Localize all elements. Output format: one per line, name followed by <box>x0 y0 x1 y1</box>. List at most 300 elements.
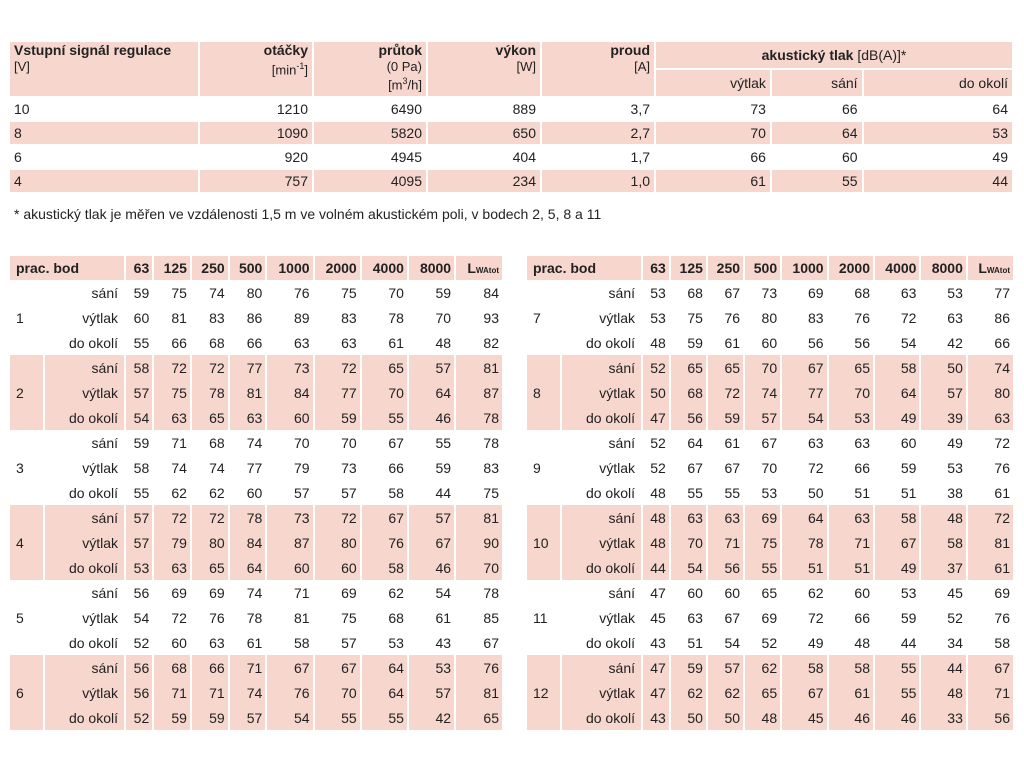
noise-value: 77 <box>246 359 263 376</box>
noise-row <box>527 505 1013 530</box>
cell-power: 404 <box>512 149 536 165</box>
noise-value: 72 <box>900 309 917 326</box>
noise-value: 49 <box>900 409 917 426</box>
noise-value: 72 <box>171 509 187 526</box>
noise-value: 63 <box>209 634 225 651</box>
noise-value: 49 <box>900 559 917 576</box>
noise-value: 81 <box>483 359 499 376</box>
noise-value: 70 <box>388 284 404 301</box>
noise-value: 81 <box>483 509 499 526</box>
noise-value: 87 <box>293 534 310 551</box>
noise-row <box>527 530 1013 555</box>
noise-value: 60 <box>341 559 357 576</box>
noise-row <box>10 630 502 655</box>
noise-value: 65 <box>761 584 778 601</box>
performance-table <box>8 40 1014 194</box>
noise-value: 63 <box>994 409 1010 426</box>
noise-value: 55 <box>133 484 150 501</box>
work-point-number: 2 <box>16 384 24 401</box>
measurement-label: do okolí <box>68 484 118 501</box>
noise-value: 66 <box>246 334 263 351</box>
noise-value: 73 <box>293 359 310 376</box>
noise-value: 74 <box>209 284 225 301</box>
noise-value: 77 <box>341 384 357 401</box>
noise-value: 54 <box>900 334 917 351</box>
noise-row <box>10 680 502 705</box>
noise-row <box>527 605 1013 630</box>
noise-value: 76 <box>483 659 499 676</box>
measurement-label: do okolí <box>68 559 118 576</box>
noise-value: 57 <box>947 384 963 401</box>
header-2000: 2000 <box>325 260 357 276</box>
work-point-number: 7 <box>533 309 541 326</box>
noise-value: 58 <box>854 659 870 676</box>
work-point-number: 8 <box>533 384 541 401</box>
noise-value: 90 <box>483 534 499 551</box>
noise-value: 56 <box>687 409 703 426</box>
header-lwatot: LWAtot <box>978 260 1010 276</box>
noise-value: 57 <box>246 709 263 726</box>
noise-row <box>527 580 1013 605</box>
cell-surround: 64 <box>992 101 1008 117</box>
noise-value: 56 <box>724 559 741 576</box>
noise-row <box>10 580 502 605</box>
noise-value: 70 <box>435 309 452 326</box>
cell-outlet: 66 <box>750 149 766 165</box>
noise-value: 67 <box>900 534 917 551</box>
noise-value: 72 <box>724 384 741 401</box>
cell-flow: 5820 <box>390 125 422 141</box>
noise-value: 63 <box>807 434 824 451</box>
cell-intake: 66 <box>841 101 858 117</box>
noise-value: 42 <box>947 334 963 351</box>
noise-value: 45 <box>807 709 824 726</box>
noise-value: 80 <box>761 309 778 326</box>
noise-value: 63 <box>854 434 870 451</box>
noise-value: 86 <box>994 309 1010 326</box>
noise-value: 63 <box>900 284 917 301</box>
noise-value: 65 <box>761 684 778 701</box>
work-point-number: 1 <box>16 309 24 326</box>
noise-value: 67 <box>435 534 452 551</box>
noise-row <box>527 680 1013 705</box>
noise-value: 66 <box>994 334 1010 351</box>
cell-power: 234 <box>512 173 536 189</box>
noise-value: 64 <box>388 684 404 701</box>
table-header-row <box>10 42 1012 68</box>
noise-value: 70 <box>341 434 357 451</box>
noise-value: 54 <box>807 409 824 426</box>
noise-value: 55 <box>435 434 452 451</box>
noise-value: 69 <box>807 284 824 301</box>
header-work-point: prac. bod <box>16 260 80 276</box>
noise-value: 68 <box>687 284 703 301</box>
noise-table-left <box>8 256 504 730</box>
measurement-label: sání <box>608 284 635 301</box>
noise-value: 68 <box>209 334 225 351</box>
cell-outlet: 73 <box>750 101 766 117</box>
subheader-intake: sání <box>831 75 858 91</box>
noise-value: 72 <box>171 359 187 376</box>
cell-power: 889 <box>512 101 536 117</box>
noise-value: 63 <box>341 334 357 351</box>
noise-value: 60 <box>687 584 703 601</box>
noise-value: 78 <box>388 309 404 326</box>
subheader-outlet: výtlak <box>730 75 766 91</box>
noise-value: 66 <box>388 459 404 476</box>
noise-value: 83 <box>807 309 824 326</box>
noise-value: 59 <box>133 284 150 301</box>
noise-row <box>10 430 502 455</box>
noise-value: 66 <box>854 459 870 476</box>
noise-value: 67 <box>807 359 824 376</box>
noise-value: 68 <box>209 434 225 451</box>
noise-value: 61 <box>724 334 741 351</box>
noise-row <box>527 705 1013 730</box>
noise-value: 84 <box>246 534 263 551</box>
noise-value: 57 <box>293 484 310 501</box>
noise-value: 53 <box>133 559 150 576</box>
measurement-label: do okolí <box>585 484 635 501</box>
noise-value: 76 <box>293 284 310 301</box>
noise-value: 76 <box>293 684 310 701</box>
noise-value: 57 <box>133 509 150 526</box>
noise-value: 62 <box>807 584 824 601</box>
noise-value: 85 <box>483 609 499 626</box>
measurement-label: do okolí <box>68 634 118 651</box>
noise-value: 74 <box>761 384 778 401</box>
noise-value: 72 <box>807 609 824 626</box>
noise-value: 59 <box>133 434 150 451</box>
noise-value: 60 <box>761 334 778 351</box>
cell-surround: 53 <box>992 125 1008 141</box>
noise-value: 58 <box>133 359 150 376</box>
noise-value: 67 <box>483 634 499 651</box>
noise-value: 48 <box>650 509 666 526</box>
measurement-label: sání <box>91 434 118 451</box>
noise-value: 53 <box>854 409 870 426</box>
noise-value: 45 <box>650 609 666 626</box>
header-power: výkon [W] <box>495 42 536 74</box>
noise-value: 44 <box>650 559 666 576</box>
noise-value: 62 <box>388 584 404 601</box>
noise-value: 75 <box>687 309 703 326</box>
noise-value: 55 <box>341 709 357 726</box>
noise-value: 68 <box>171 659 187 676</box>
noise-value: 70 <box>483 559 499 576</box>
cell-signal: 4 <box>14 173 22 189</box>
noise-value: 53 <box>900 584 917 601</box>
work-point-number: 12 <box>533 684 549 701</box>
noise-value: 46 <box>854 709 870 726</box>
noise-value: 60 <box>900 434 917 451</box>
noise-value: 58 <box>900 359 917 376</box>
noise-value: 72 <box>341 359 357 376</box>
noise-value: 75 <box>171 384 187 401</box>
header-signal: Vstupní signál regulace [V] <box>14 42 172 74</box>
noise-value: 68 <box>388 609 404 626</box>
measurement-label: výtlak <box>82 459 118 476</box>
header-500: 500 <box>753 260 778 276</box>
noise-value: 43 <box>650 709 666 726</box>
noise-value: 75 <box>761 534 778 551</box>
noise-value: 67 <box>687 459 703 476</box>
noise-value: 61 <box>724 434 741 451</box>
measurement-label: do okolí <box>68 409 118 426</box>
noise-value: 70 <box>341 684 357 701</box>
noise-value: 84 <box>293 384 310 401</box>
noise-value: 71 <box>724 534 741 551</box>
noise-value: 52 <box>650 359 666 376</box>
noise-value: 51 <box>900 484 917 501</box>
noise-value: 48 <box>650 484 666 501</box>
noise-value: 81 <box>483 684 499 701</box>
noise-value: 72 <box>994 509 1010 526</box>
cell-intake: 64 <box>841 125 858 141</box>
measurement-label: do okolí <box>585 709 635 726</box>
header-lwatot: LWAtot <box>467 260 499 276</box>
table-row <box>10 122 1012 144</box>
cell-rpm: 920 <box>284 149 308 165</box>
noise-value: 68 <box>687 384 703 401</box>
table-row <box>10 98 1012 120</box>
work-point-number: 11 <box>533 609 548 626</box>
noise-value: 63 <box>947 309 963 326</box>
noise-value: 65 <box>724 359 741 376</box>
noise-value: 83 <box>341 309 357 326</box>
noise-value: 48 <box>947 509 963 526</box>
noise-value: 75 <box>341 284 357 301</box>
noise-row <box>10 505 502 530</box>
measurement-label: do okolí <box>68 334 118 351</box>
cell-signal: 6 <box>14 149 22 165</box>
work-point-number: 10 <box>533 534 549 551</box>
noise-value: 63 <box>854 509 870 526</box>
noise-value: 58 <box>947 534 963 551</box>
noise-value: 43 <box>650 634 666 651</box>
noise-value: 44 <box>435 484 452 501</box>
noise-value: 55 <box>388 709 404 726</box>
measurement-label: sání <box>608 359 635 376</box>
measurement-label: sání <box>608 434 635 451</box>
noise-value: 72 <box>209 509 225 526</box>
noise-value: 61 <box>246 634 263 651</box>
noise-value: 51 <box>807 559 824 576</box>
noise-value: 54 <box>133 609 150 626</box>
noise-row <box>10 405 502 430</box>
table-row <box>10 170 1012 192</box>
noise-value: 61 <box>994 559 1010 576</box>
noise-value: 75 <box>341 609 357 626</box>
noise-value: 69 <box>761 609 778 626</box>
noise-value: 58 <box>994 634 1010 651</box>
noise-value: 59 <box>687 659 703 676</box>
cell-signal: 8 <box>14 125 22 141</box>
noise-value: 53 <box>947 284 963 301</box>
noise-value: 59 <box>341 409 357 426</box>
noise-value: 74 <box>246 584 263 601</box>
noise-value: 57 <box>133 384 150 401</box>
noise-value: 48 <box>650 534 666 551</box>
measurement-label: výtlak <box>599 309 635 326</box>
noise-table-right <box>525 256 1015 730</box>
noise-value: 83 <box>483 459 499 476</box>
measurement-label: do okolí <box>585 634 635 651</box>
cell-outlet: 70 <box>750 125 766 141</box>
noise-value: 78 <box>246 609 263 626</box>
noise-value: 73 <box>341 459 357 476</box>
noise-value: 70 <box>687 534 703 551</box>
noise-row <box>10 530 502 555</box>
noise-value: 71 <box>209 684 225 701</box>
noise-value: 63 <box>171 559 187 576</box>
noise-value: 65 <box>209 559 225 576</box>
noise-value: 72 <box>341 509 357 526</box>
noise-row <box>527 555 1013 580</box>
noise-value: 52 <box>761 634 778 651</box>
noise-value: 67 <box>341 659 357 676</box>
noise-value: 56 <box>854 334 870 351</box>
header-flow: průtok (0 Pa) $[m^3/h]$ <box>378 42 422 93</box>
noise-value: 69 <box>341 584 357 601</box>
footnote: * akustický tlak je měřen ve vzdálenosti 1,5 m ve volném akustickém poli, v bodech 2, 5, 8 a 11 <box>14 206 602 222</box>
noise-value: 71 <box>293 584 310 601</box>
cell-intake: 60 <box>841 149 858 165</box>
noise-value: 46 <box>435 559 452 576</box>
noise-value: 65 <box>854 359 870 376</box>
noise-row <box>527 455 1013 480</box>
noise-value: 51 <box>854 484 870 501</box>
noise-value: 74 <box>209 459 225 476</box>
noise-value: 60 <box>293 409 310 426</box>
noise-value: 55 <box>900 659 917 676</box>
noise-value: 60 <box>133 309 150 326</box>
noise-value: 52 <box>650 434 666 451</box>
noise-value: 56 <box>133 684 150 701</box>
measurement-label: výtlak <box>82 309 118 326</box>
measurement-label: výtlak <box>82 384 118 401</box>
noise-value: 54 <box>293 709 310 726</box>
noise-value: 59 <box>209 709 225 726</box>
noise-value: 67 <box>724 284 741 301</box>
noise-value: 71 <box>246 659 263 676</box>
noise-value: 69 <box>761 509 778 526</box>
noise-value: 82 <box>483 334 499 351</box>
noise-row <box>527 630 1013 655</box>
cell-outlet: 61 <box>750 173 766 189</box>
work-point-number: 5 <box>16 609 24 626</box>
measurement-label: sání <box>91 284 118 301</box>
header-1000: 1000 <box>792 260 824 276</box>
noise-value: 46 <box>435 409 452 426</box>
noise-value: 69 <box>171 584 187 601</box>
noise-value: 48 <box>435 334 452 351</box>
noise-value: 60 <box>246 484 263 501</box>
noise-value: 55 <box>687 484 703 501</box>
noise-value: 58 <box>900 509 917 526</box>
noise-value: 52 <box>133 709 150 726</box>
noise-value: 80 <box>341 534 357 551</box>
measurement-label: výtlak <box>82 609 118 626</box>
measurement-label: sání <box>91 659 118 676</box>
noise-value: 49 <box>947 434 963 451</box>
noise-value: 67 <box>724 609 741 626</box>
noise-value: 78 <box>483 409 499 426</box>
noise-value: 81 <box>293 609 310 626</box>
noise-row <box>527 280 1013 305</box>
noise-value: 62 <box>171 484 187 501</box>
noise-value: 63 <box>687 509 703 526</box>
noise-value: 48 <box>854 634 870 651</box>
noise-value: 56 <box>133 584 150 601</box>
noise-value: 58 <box>293 634 310 651</box>
noise-value: 57 <box>435 684 452 701</box>
noise-value: 55 <box>761 559 778 576</box>
noise-value: 60 <box>293 559 310 576</box>
noise-value: 66 <box>171 334 187 351</box>
noise-value: 53 <box>435 659 452 676</box>
noise-row <box>10 555 502 580</box>
noise-value: 93 <box>483 309 499 326</box>
noise-value: 79 <box>171 534 187 551</box>
noise-value: 67 <box>293 659 310 676</box>
noise-value: 66 <box>854 609 870 626</box>
noise-value: 52 <box>947 609 963 626</box>
noise-value: 58 <box>807 659 824 676</box>
noise-value: 61 <box>994 484 1010 501</box>
noise-value: 65 <box>483 709 499 726</box>
noise-value: 76 <box>994 609 1010 626</box>
noise-value: 67 <box>994 659 1010 676</box>
noise-value: 65 <box>209 409 225 426</box>
noise-value: 83 <box>209 309 225 326</box>
noise-value: 70 <box>854 384 870 401</box>
noise-value: 64 <box>807 509 824 526</box>
noise-value: 50 <box>687 709 703 726</box>
noise-value: 54 <box>435 584 452 601</box>
noise-value: 54 <box>724 634 741 651</box>
noise-value: 64 <box>687 434 703 451</box>
noise-value: 53 <box>650 309 666 326</box>
noise-value: 61 <box>388 334 404 351</box>
cell-current: 2,7 <box>630 125 650 141</box>
noise-value: 50 <box>724 709 741 726</box>
noise-value: 43 <box>435 634 452 651</box>
noise-value: 57 <box>341 634 357 651</box>
noise-row <box>10 305 502 330</box>
cell-flow: 6490 <box>390 101 422 117</box>
header-8000: 8000 <box>931 260 963 276</box>
noise-value: 47 <box>650 584 666 601</box>
noise-value: 72 <box>807 459 824 476</box>
noise-value: 89 <box>293 309 310 326</box>
noise-value: 64 <box>900 384 917 401</box>
noise-row <box>527 355 1013 380</box>
noise-value: 51 <box>687 634 703 651</box>
noise-value: 72 <box>994 434 1010 451</box>
noise-row <box>10 655 502 680</box>
work-point-number: 3 <box>16 459 24 476</box>
noise-value: 76 <box>994 459 1010 476</box>
measurement-label: výtlak <box>599 459 635 476</box>
noise-value: 57 <box>341 484 357 501</box>
noise-value: 67 <box>761 434 778 451</box>
header-8000: 8000 <box>419 260 452 276</box>
noise-value: 76 <box>388 534 404 551</box>
header-work-point: prac. bod <box>533 260 597 276</box>
noise-value: 58 <box>388 484 404 501</box>
noise-value: 57 <box>133 534 150 551</box>
